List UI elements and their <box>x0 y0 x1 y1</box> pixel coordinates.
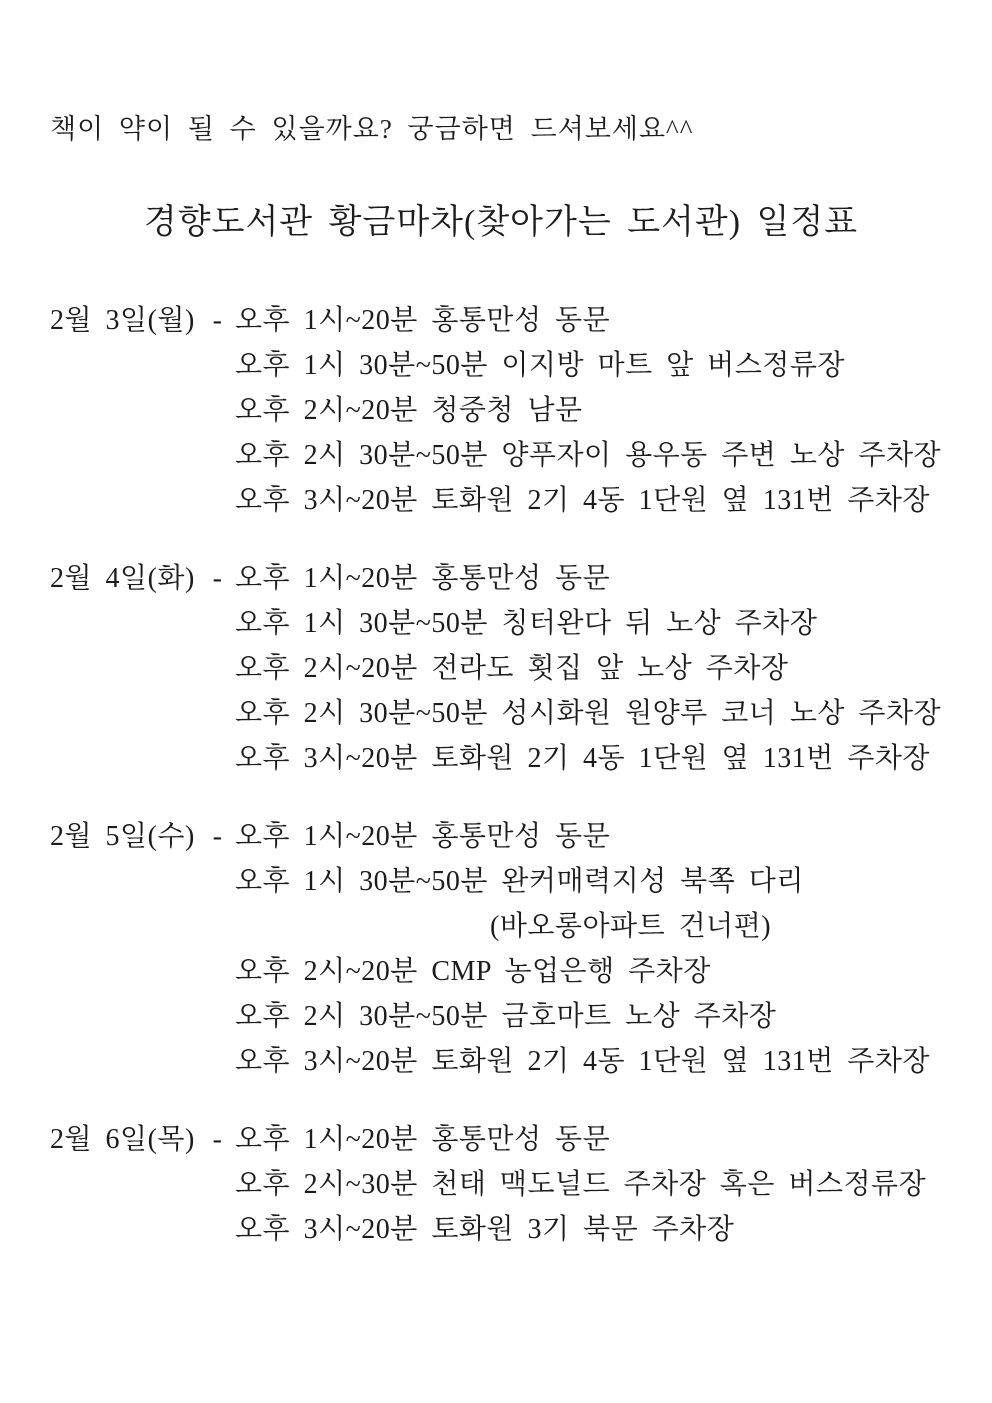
page-title: 경향도서관 황금마차(찾아가는 도서관) 일정표 <box>143 204 859 241</box>
schedule-entry: 오후 2시~20분 청중청 남문 <box>235 395 583 426</box>
date-separator: - <box>212 821 223 852</box>
schedule-entry: 오후 2시~30분 천태 맥도널드 주차장 혹은 버스정류장 <box>235 1169 927 1200</box>
schedule-day-block <box>50 556 952 781</box>
schedule-entry: 오후 3시~20분 토화원 2기 4동 1단원 옆 131번 주차장 <box>235 743 930 774</box>
schedule-entry: 오후 1시~20분 홍통만성 동문 <box>235 305 611 336</box>
schedule-entry: 오후 2시~20분 전라도 횟집 앞 노상 주차장 <box>235 653 789 684</box>
schedule-day-header <box>50 298 952 343</box>
schedule-date: 2월 6일(목) <box>50 1124 195 1155</box>
schedule-date: 2월 5일(수) <box>50 821 195 852</box>
date-separator: - <box>212 563 223 594</box>
date-separator: - <box>212 1124 223 1155</box>
schedule-entry-continuation: (바오롱아파트 건너편) <box>490 911 772 942</box>
date-separator: - <box>212 305 223 336</box>
schedule-entry: 오후 2시 30분~50분 금호마트 노상 주차장 <box>235 1001 777 1032</box>
schedule-day-header <box>50 1117 952 1162</box>
schedule-day-header <box>50 814 952 859</box>
schedule-entry: 오후 1시~20분 홍통만성 동문 <box>235 1124 611 1155</box>
intro-line: 책이 약이 될 수 있을까요? 궁금하면 드셔보세요^^ <box>50 114 694 144</box>
schedule-entry: 오후 2시 30분~50분 성시화원 원양루 코너 노상 주차장 <box>235 698 942 729</box>
schedule-day-header <box>50 556 952 601</box>
schedule-entry: 오후 1시 30분~50분 이지방 마트 앞 버스정류장 <box>235 350 845 381</box>
schedule-entry: 오후 1시~20분 홍통만성 동문 <box>235 821 611 852</box>
schedule-entry: 오후 2시 30분~50분 양푸자이 용우동 주변 노상 주차장 <box>235 440 942 471</box>
schedule-entry: 오후 1시 30분~50분 칭터완다 뒤 노상 주차장 <box>235 608 818 639</box>
schedule-entry: 오후 1시 30분~50분 완커매력지성 북쪽 다리 <box>235 866 804 897</box>
schedule-day-block <box>50 1117 952 1252</box>
schedule-list <box>50 298 952 1252</box>
schedule-date: 2월 4일(화) <box>50 563 195 594</box>
schedule-entry: 오후 2시~20분 CMP 농업은행 주차장 <box>235 956 711 987</box>
schedule-day-block <box>50 814 952 1084</box>
schedule-entry: 오후 1시~20분 홍통만성 동문 <box>235 563 611 594</box>
schedule-entry: 오후 3시~20분 토화원 2기 4동 1단원 옆 131번 주차장 <box>235 485 930 516</box>
schedule-day-block <box>50 298 952 523</box>
schedule-entry: 오후 3시~20분 토화원 3기 북문 주차장 <box>235 1214 735 1245</box>
schedule-entry: 오후 3시~20분 토화원 2기 4동 1단원 옆 131번 주차장 <box>235 1046 930 1077</box>
schedule-date: 2월 3일(월) <box>50 305 195 336</box>
